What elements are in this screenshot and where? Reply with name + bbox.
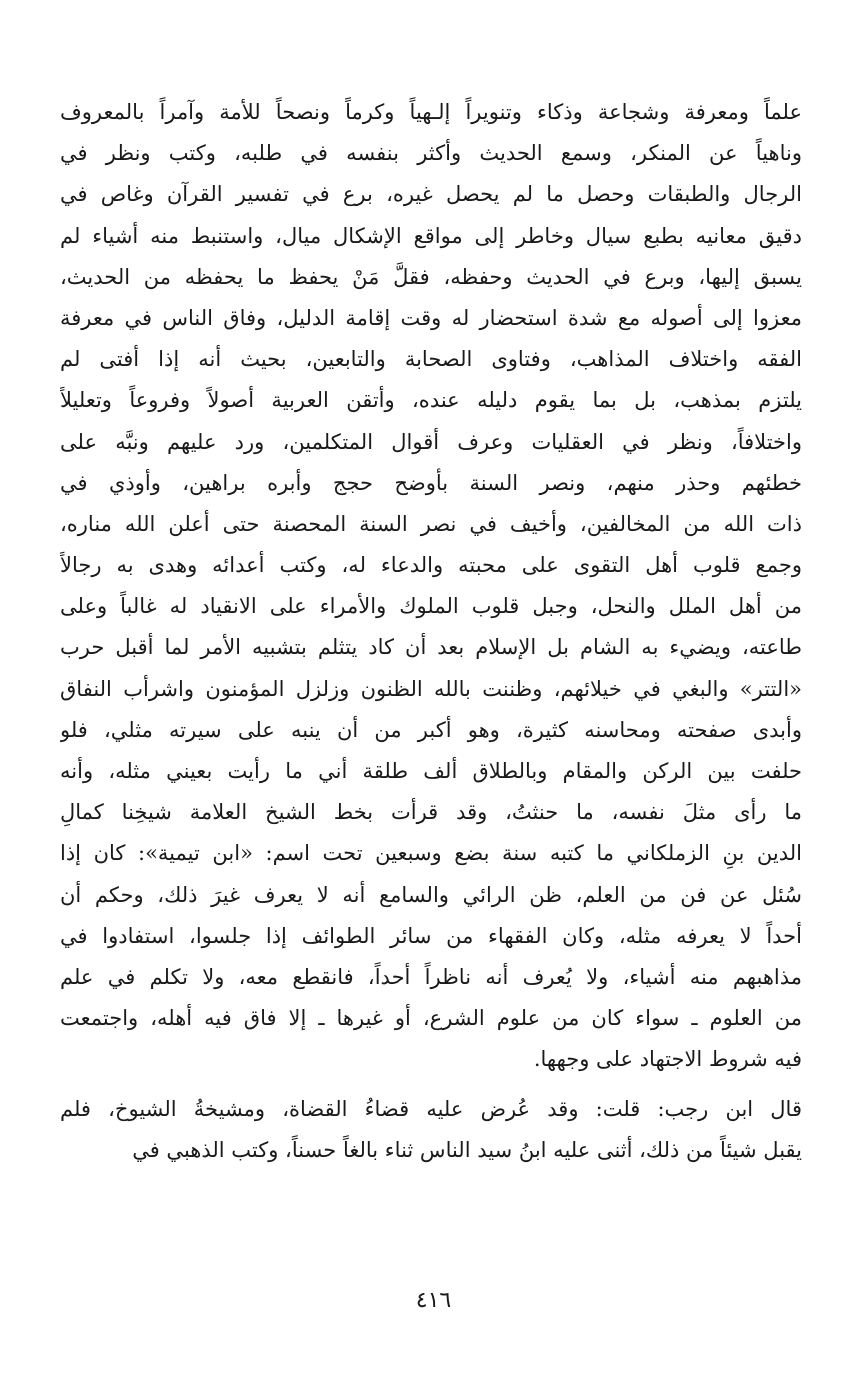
text-line: يقبل شيئاً من ذلك، أثنى عليه ابنُ سيد الناس ثناء بالغاً حسناً، وكتب الذهبي في bbox=[132, 1137, 802, 1162]
text-line: طاعته، ويضيء به الشام بل الإسلام بعد أن كاد يتثلم بتشبيه الأمر لما أقبل حرب bbox=[60, 635, 802, 660]
text-line: دقيق معانيه بطبع سيال وخاطر إلى مواقع الإشكال ميال، واستنبط منه أشياء لم bbox=[60, 223, 802, 248]
text-line: معزوا إلى أصوله مع شدة استحضار له وقت إقامة الدليل، وفاق الناس في معرفة bbox=[60, 305, 802, 330]
text-line: الفقه واختلاف المذاهب، وفتاوى الصحابة والتابعين، بحيث أنه إذا أفتى لم bbox=[60, 347, 802, 372]
text-line: مذاهبهم منه أشياء، ولا يُعرف أنه ناظراً أحداً، فانقطع معه، ولا تكلم في علم bbox=[60, 964, 802, 989]
text-line: الدين بنِ الزملكاني ما كتبه سنة بضع وسبعين تحت اسم: «ابن تيمية»: كان إذا bbox=[60, 841, 802, 866]
paragraph-2 bbox=[60, 1089, 802, 1171]
text-line: حلفت بين الركن والمقام وبالطلاق ألف طلقة أني ما رأيت بعيني مثله، وأنه bbox=[60, 759, 802, 783]
text-line: من أهل الملل والنحل، وجبل قلوب الملوك والأمراء على الانقياد له غالباً وعلى bbox=[60, 594, 802, 619]
paragraph-1 bbox=[60, 92, 802, 1081]
text-line: وأبدى صفحته ومحاسنه كثيرة، وهو أكبر من أن ينبه على سيرته مثلي، فلو bbox=[60, 717, 802, 742]
text-line: من العلوم ـ سواء كان من علوم الشرع، أو غيرها ـ إلا فاق فيه أهله، واجتمعت bbox=[60, 1006, 802, 1031]
text-line: يلتزم بمذهب، بل بما يقوم دليله عنده، وأتقن العربية أصولاً وفروعاً وتعليلاً bbox=[60, 388, 802, 413]
text-line: فيه شروط الاجتهاد على وجهها. bbox=[533, 1047, 802, 1072]
text-line: يسبق إليها، وبرع في الحديث وحفظه، فقلَّ مَنْ يحفظ ما يحفظه من الحديث، bbox=[60, 264, 802, 289]
text-line: أحداً لا يعرفه مثله، وكان الفقهاء من سائر الطوائف إذا جلسوا، استفادوا في bbox=[60, 923, 802, 948]
text-line: «التتر» والبغي في خيلائهم، وظننت بالله الظنون وزلزل المؤمنون واشرأب النفاق bbox=[60, 676, 802, 701]
text-line: خطئهم وحذر منهم، ونصر السنة بأوضح حجج وأبره براهين، وأوذي في bbox=[60, 470, 802, 495]
text-line: ما رأى مثلَ نفسه، ما حنثتُ، وقد قرأت بخط الشيخ العلامة شيخِنا كمالِ bbox=[60, 800, 802, 825]
text-line: سُئل عن فن من العلم، ظن الرائي والسامع أنه لا يعرف غيرَ ذلك، وحكم أن bbox=[60, 882, 802, 907]
text-line: علماً ومعرفة وشجاعة وذكاء وتنويراً إلـهياً وكرماً ونصحاً للأمة وآمراً بالمعروف bbox=[60, 100, 802, 124]
page-number: ٤١٦ bbox=[415, 1288, 452, 1313]
text-line: الرجال والطبقات وحصل ما لم يحصل غيره، برع في تفسير القرآن وغاص في bbox=[60, 182, 802, 207]
text-line: وجمع قلوب أهل التقوى على محبته والدعاء له، وكتب أعدائه وهدى به رجالاً bbox=[60, 553, 802, 578]
text-line: ذات الله من المخالفين، وأخيف في نصر السنة المحصنة حتى أعلن الله مناره، bbox=[60, 511, 802, 536]
text-line: وناهياً عن المنكر، وسمع الحديث وأكثر بنفسه في طلبه، وكتب ونظر في bbox=[60, 141, 802, 166]
text-block bbox=[60, 92, 802, 1171]
paragraph-gap bbox=[60, 1081, 802, 1089]
text-line: واختلافاً، ونظر في العقليات وعرف أقوال المتكلمين، ورد عليهم ونبَّه على bbox=[60, 429, 802, 454]
text-line: قال ابن رجب: قلت: وقد عُرض عليه قضاءُ القضاة، ومشيخةُ الشيوخ، فلم bbox=[60, 1096, 802, 1121]
